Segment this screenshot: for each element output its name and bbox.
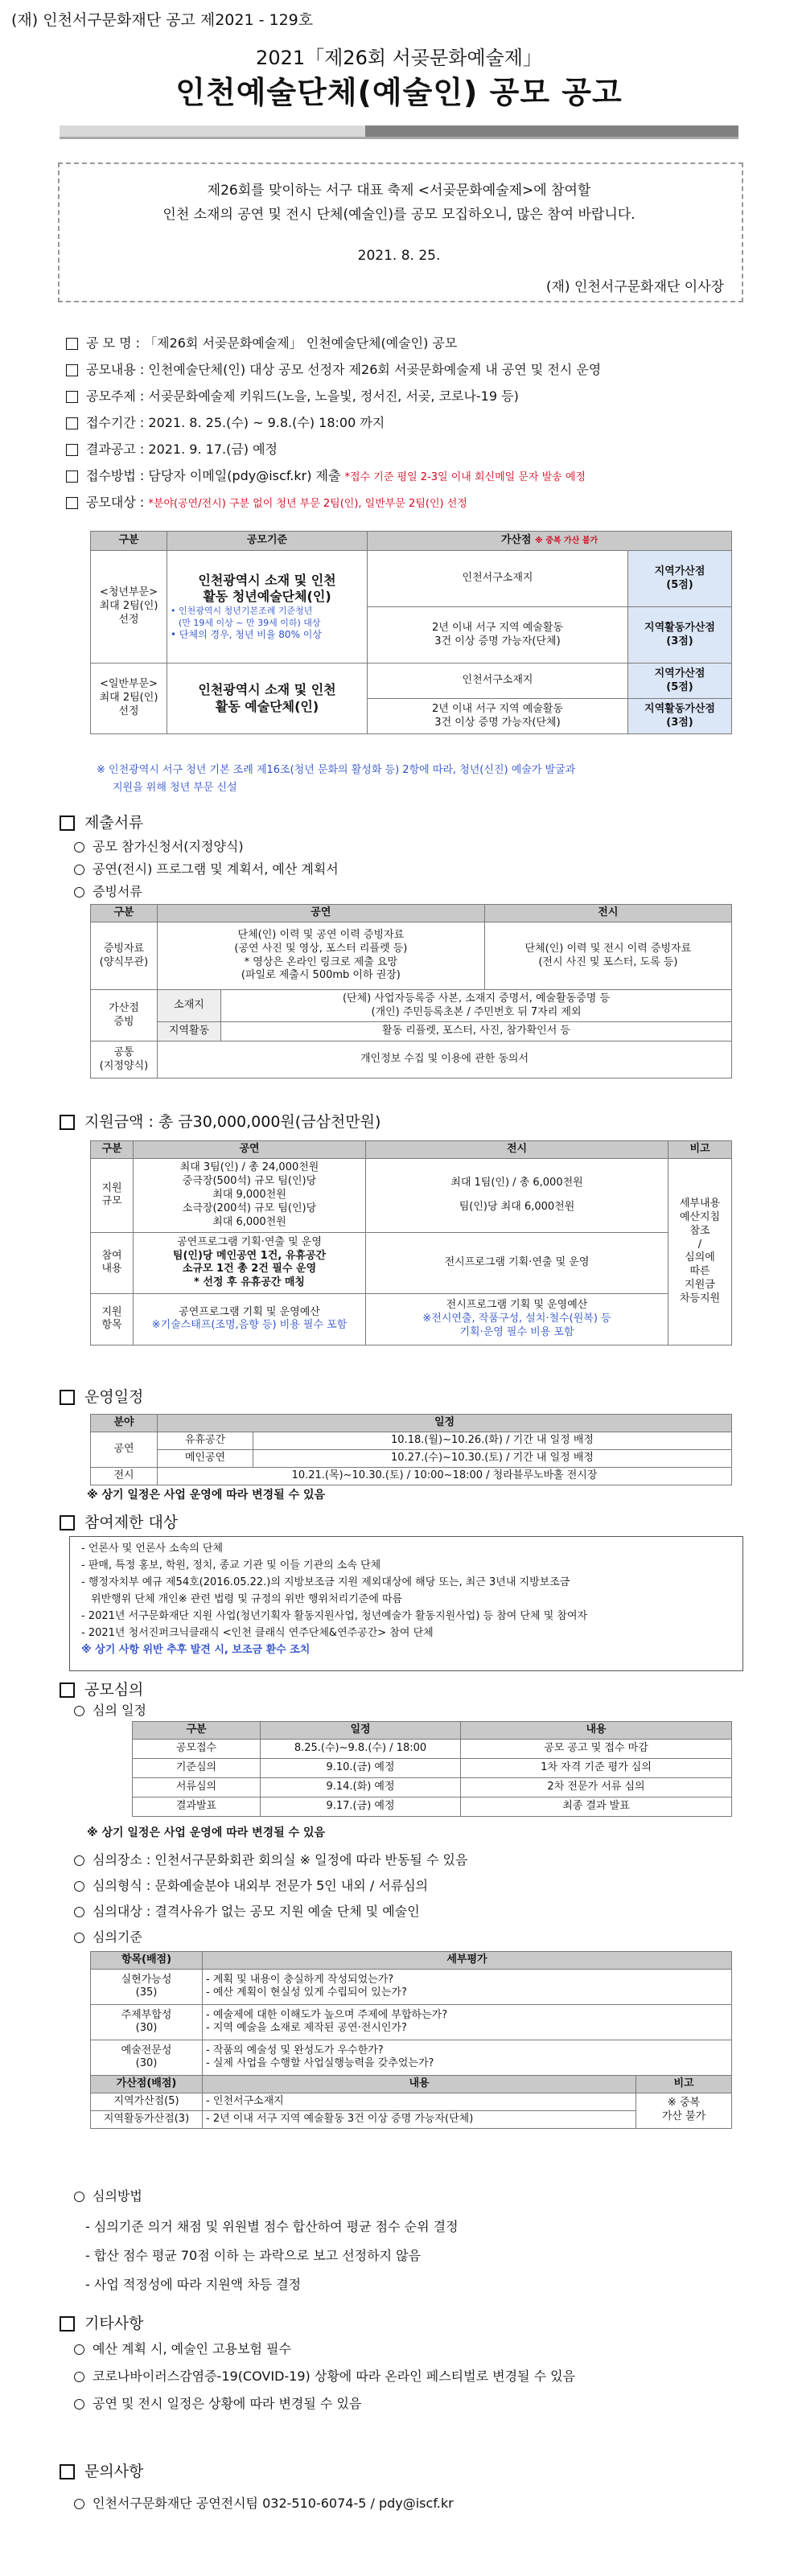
- circle-bullet-icon: [74, 1706, 84, 1716]
- target-footnote: ※ 인천광역시 서구 청년 기본 조례 제16조(청년 문화의 활성화 등) 2항에 따라, 청년(신진) 예술가 발굴과: [97, 764, 576, 776]
- square-bullet-icon: [66, 417, 78, 429]
- circle-bullet-icon: [74, 842, 84, 853]
- outline-item: 공 모 명 : 「제26회 서곶문화예술제」 인천예술단체(예술인) 공모: [66, 333, 457, 351]
- section-heading: 지원금액 : 총 금30,000,000원(금삼천만원): [60, 1110, 380, 1132]
- review-item: 심의형식 : 문화예술분야 내외부 전문가 5인 내외 / 서류심의: [74, 1876, 428, 1894]
- square-bullet-icon: [66, 364, 78, 376]
- submit-item: 공연(전시) 프로그램 및 계획서, 예산 계획서: [74, 859, 339, 877]
- review-note: ※ 상기 일정은 사업 운영에 따라 변경될 수 있음: [87, 1826, 326, 1839]
- section-heading: 운영일정: [60, 1385, 143, 1407]
- square-bullet-icon: [66, 444, 78, 456]
- youth-category: <청년부문> 최대 2팀(인) 선정: [91, 551, 167, 664]
- notice-number: (재) 인천서구문화재단 공고 제2021 - 129호: [11, 11, 314, 29]
- circle-bullet-icon: [74, 1907, 84, 1917]
- etc-item: 공연 및 전시 일정은 상황에 따라 변경될 수 있음: [74, 2393, 361, 2412]
- square-bullet-icon: [60, 1115, 75, 1130]
- review-subheading: 심의 일정: [74, 1700, 146, 1719]
- review-schedule-table: 구분 일정 내용 공모접수 8.25.(수)~9.8.(수) / 18:00 공모 공고 및 접수 마감 기준심의 9.10.(금) 예정 1차 자격 기준 평가 심의 서류심의 9.14.(화) 예정 2차 전문가 서류 심의 결과발표 9.17.(금) 예정 최종 결과 발표: [132, 1721, 732, 1817]
- circle-bullet-icon: [74, 2399, 84, 2410]
- outline-item: 공모대상 : *분야(공연/전시) 구분 없이 청년 부문 2팀(인), 일반부문 2팀(인) 선정: [66, 492, 467, 511]
- method-item: - 합산 점수 평균 70점 이하 는 과락으로 보고 선정하지 않음: [85, 2248, 422, 2263]
- schedule-note: ※ 상기 일정은 사업 운영에 따라 변경될 수 있음: [87, 1489, 326, 1502]
- funding-table: 구분 공연 전시 비고 지원 규모 최대 3팀(인) / 총 24,000천원 중극장(500석) 규모 팀(인)당 최대 9,000천원 소극장(200석) 규모 팀(인)당 최대 6,000천원 최대 1팀(인) / 총 6,000천원 팀(인)당 최대 6,000천원 세부내용 예산지침 참조 / 심의에 따른 지원금 차등지원 참여 내용 공연프로그램 기획·연출 및 운영 팀(인)당 메인공연 1건, 유휴공간 소규모 1건 총 2건 필수 운영 * 선정 후 유휴공간 매칭 전시프로그램 기획·연출 및 운영 지원 항목 공연프로그램 기획 및 운영예산 ※기술스태프(조명,음향 등) 비용 필수 포함 전시프로그램 기획 및 운영예산 ※전시연출, 작품구성, 설치·철수(원복) 등 기획·운영 필수 비용 포함: [90, 1140, 732, 1346]
- circle-bullet-icon: [74, 1881, 84, 1892]
- circle-bullet-icon: [74, 1933, 84, 1943]
- contact-item: 인천서구문화재단 공연전시팀 032-510-6074-5 / pdy@iscf.kr: [74, 2493, 454, 2512]
- circle-bullet-icon: [74, 2344, 84, 2355]
- section-heading: 제출서류: [60, 811, 143, 832]
- target-footnote: 지원을 위해 청년 부문 신설: [113, 782, 237, 794]
- page-title: 인천예술단체(예술인) 공모 공고: [175, 75, 623, 110]
- square-bullet-icon: [66, 391, 78, 403]
- documents-table: 구분 공연 전시 증빙자료 (양식무관) 단체(인) 이력 및 공연 이력 증빙자료 (공연 사진 및 영상, 포스터 리플렛 등) * 영상은 온라인 링크로 제출 요망 (파일로 제출시 500mb 이하 권장) 단체(인) 이력 및 전시 이력 증빙자료 (전시 사진 및 포스터, 도록 등) 가산점 증빙 소재지 (단체) 사업자등록증 사본, 소재지 증명서, 예술활동증명 등 (개인) 주민등록초본 / 주민번호 뒤 7자리 제외 지역활동 활동 리플렛, 포스터, 사진, 참가확인서 등 공통 (지정양식) 개인정보 수집 및 이용에 관한 동의서: [90, 904, 732, 1078]
- square-bullet-icon: [60, 816, 75, 831]
- square-bullet-icon: [60, 1515, 75, 1530]
- submit-item: 공모 참가신청서(지정양식): [74, 836, 244, 855]
- square-bullet-icon: [60, 1390, 75, 1405]
- intro-line-2: 인천 소재의 공연 및 전시 단체(예술인)를 공모 모집하오니, 많은 참여 바랍니다.: [162, 207, 636, 223]
- square-bullet-icon: [66, 338, 78, 350]
- square-bullet-icon: [66, 470, 78, 483]
- circle-bullet-icon: [74, 2499, 84, 2509]
- review-item: 심의장소 : 인천서구문화회관 회의실 ※ 일정에 따라 반동될 수 있음: [74, 1850, 467, 1868]
- section-heading: 기타사항: [60, 2311, 143, 2333]
- notice-date: 2021. 8. 25.: [357, 248, 441, 264]
- square-bullet-icon: [66, 497, 78, 509]
- schedule-table: 분야 일정 공연 유휴공간 10.18.(월)~10.26.(화) / 기간 내 일정 배정 메인공연 10.27.(수)~10.30.(토) / 기간 내 일정 배정 전시 10.21.(목)~10.30.(토) / 10:00~18:00 / 청라블루노바홀 전시장: [90, 1414, 732, 1485]
- circle-bullet-icon: [74, 887, 84, 898]
- outline-item: 접수방법 : 담당자 이메일(pdy@iscf.kr) 제출 *접수 기준 평일 2-3일 이내 회신메일 문자 발송 예정: [66, 466, 586, 484]
- limits-box: - 언론사 및 언론사 소속의 단체 - 판매, 특정 홍보, 학원, 정치, 종교 기관 및 이들 기관의 소속 단체 - 행정자치부 예규 제54호(2016.05.22.)의 지방보조금 지원 제외대상에 해당 또는, 최근 3년내 지방보조금 위반행위 단체 개인※ 관련 법령 및 규정의 위반 행위처리기준에 따름 - 2021년 서구문화재단 지원 사업(청년기획자 활동지원사업, 청년예술가 활동지원사업) 등 참여 단체 및 참여자 - 2021년 청서진퍼크닉클래식 <인천 클래식 연주단체&연주공간> 참여 단체 ※ 상기 사항 위반 추후 발견 시, 보조금 환수 조치: [69, 1536, 743, 1671]
- circle-bullet-icon: [74, 1855, 84, 1866]
- criteria-table: 항목(배점) 세부평가 실현가능성 (35) - 계획 및 내용이 충실하게 작성되었는가? - 예산 계획이 현실성 있게 수립되어 있는가? 주제부합성 (30) - 예술제에 대한 이해도가 높으며 주제에 부합하는가? - 지역 예술을 소재로 제작된 공연·전시인가? 예술전문성 (30) - 작품의 예술성 및 완성도가 우수한가? - 실제 사업을 수행할 사업실행능력을 갖추었는가? 가산점(배점) 내용 비고 지역가산점(5) - 인천서구소재지 ※ 중복 가산 불가 지역활동가산점(3) - 2년 이내 서구 지역 예술활동 3건 이상 증명 가능자(단체): [90, 1951, 732, 2129]
- etc-item: 코로나바이러스감염증-19(COVID-19) 상황에 따라 온라인 페스티벌로 변경될 수 있음: [74, 2366, 575, 2385]
- section-heading: 공모심의: [60, 1678, 143, 1699]
- outline-item: 결과공고 : 2021. 9. 17.(금) 예정: [66, 439, 278, 458]
- circle-bullet-icon: [74, 865, 84, 875]
- square-bullet-icon: [60, 2464, 75, 2479]
- title-divider: [60, 125, 738, 137]
- method-item: - 심의기준 의거 채점 및 위원별 점수 합산하여 평균 점수 순위 결정: [85, 2219, 459, 2234]
- notice-signer: (재) 인천서구문화재단 이사장: [545, 279, 724, 295]
- section-heading: 참여제한 대상: [60, 1510, 178, 1532]
- method-item: - 사업 적정성에 따라 지원액 차등 결정: [85, 2277, 302, 2292]
- square-bullet-icon: [60, 1682, 75, 1698]
- method-heading: 심의방법: [74, 2186, 142, 2204]
- outline-item: 접수기간 : 2021. 8. 25.(수) ~ 9.8.(수) 18:00 까지: [66, 413, 385, 431]
- submit-item: 증빙서류: [74, 881, 142, 900]
- etc-item: 예산 계획 시, 예술인 고용보험 필수: [74, 2339, 291, 2357]
- section-heading: 문의사항: [60, 2459, 143, 2481]
- review-item: 심의대상 : 결격사유가 없는 공모 지원 예술 단체 및 예술인: [74, 1901, 420, 1920]
- square-bullet-icon: [60, 2316, 75, 2332]
- intro-line-1: 제26회를 맞이하는 서구 대표 축제 <서곶문화예술제>에 참여할: [207, 183, 591, 199]
- outline-item: 공모주제 : 서곶문화예술제 키워드(노을, 노을빛, 정서진, 서곶, 코로나-19 등): [66, 386, 519, 405]
- circle-bullet-icon: [74, 2372, 84, 2382]
- target-table: 구분 공모기준 가산점 ※ 중복 가산 불가 <청년부문> 최대 2팀(인) 선정 인천광역시 소재 및 인천 활동 청년예술단체(인) • 인천광역시 청년기본조례 기준청년 (만 19세 이상 ~ 만 39세 이하) 대상 • 단체의 경우, 청년 비율 80% 이상 인천서구소재지 지역가산점 (5점) 2년 이내 서구 지역 예술활동 3건 이상 증명 가능자(단체) 지역활동가산점 (3점) <일반부문> 최대 2팀(인) 선정 인천광역시 소재 및 인천 활동 예술단체(인) 인천서구소재지 지역가산점 (5점) 2년 이내 서구 지역 예술활동 3건 이상 증명 가능자(단체) 지역활동가산점 (3점): [90, 531, 732, 734]
- outline-item: 공모내용 : 인천예술단체(인) 대상 공모 선정자 제26회 서곶문화예술제 내 공연 및 전시 운영: [66, 359, 601, 378]
- review-item: 심의기준: [74, 1927, 142, 1945]
- circle-bullet-icon: [74, 2192, 84, 2202]
- festival-subtitle: 2021「제26회 서곶문화예술제」: [256, 47, 542, 69]
- general-category: <일반부문> 최대 2팀(인) 선정: [91, 664, 167, 734]
